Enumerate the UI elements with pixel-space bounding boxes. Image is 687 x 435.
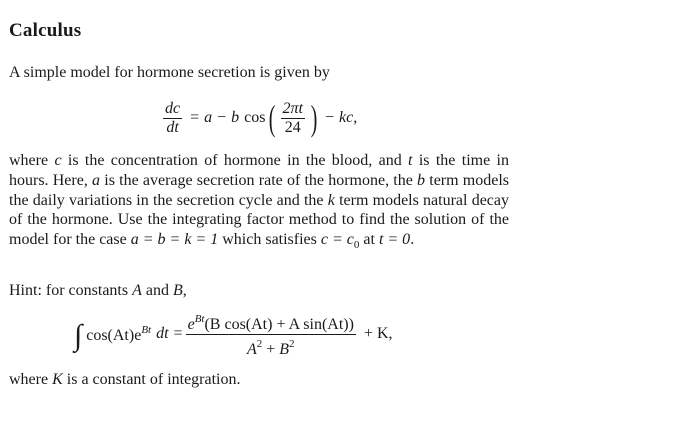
text-run: term models the daily variations in the secretion cycle and the — [9, 171, 509, 209]
exp-power: Bt — [194, 312, 205, 325]
var-K: K — [52, 371, 63, 388]
minus-sign: − — [324, 109, 334, 126]
condition-abk: a = b = k = 1 — [130, 231, 219, 249]
integral-formula — [74, 308, 393, 360]
minus-sign: − — [217, 109, 227, 126]
cos-argument-denominator: 24 — [284, 118, 301, 136]
text-run: where — [9, 152, 55, 169]
integrand-exponent: Bt — [141, 323, 152, 336]
text-run: is the concentration of hormone in the blood, and — [61, 152, 409, 169]
term-b: b — [231, 109, 240, 126]
page-title: Calculus — [9, 20, 82, 41]
intro-paragraph: A simple model for hormone secretion is given by — [9, 64, 330, 81]
text-run: is a constant of integration. — [62, 371, 241, 388]
cos-argument-fraction — [281, 100, 305, 137]
derivative-numerator: dc — [165, 99, 181, 117]
cos-function: cos — [244, 109, 266, 126]
initial-condition: c = c — [320, 231, 354, 249]
text-run: is the time in hours. Here, — [9, 152, 509, 189]
problem-paragraph — [9, 151, 509, 256]
integrand — [86, 324, 151, 345]
result-denominator — [245, 335, 297, 359]
differential: dt — [156, 325, 169, 342]
term-a: a — [204, 109, 213, 126]
result-fraction — [186, 310, 356, 359]
var-k: k — [327, 191, 335, 209]
text-run: . — [410, 231, 415, 249]
square-exponent: 2 — [289, 337, 295, 350]
hint-paragraph — [9, 281, 509, 301]
text-run: , — [182, 282, 187, 299]
text-run: term models natural decay of the hormone. Use the integrating factor method to find the solution of the model for the case — [9, 191, 509, 249]
time-zero: t = 0 — [378, 231, 411, 249]
text-run: is the average secretion rate of the hormone, the — [100, 171, 418, 189]
square-exponent: 2 — [256, 337, 263, 350]
var-t: t — [408, 152, 413, 169]
term-kc: kc, — [339, 109, 358, 126]
equals-sign: = — [190, 109, 200, 126]
right-paren: ) — [310, 98, 318, 138]
var-b: b — [417, 171, 426, 189]
exp-base: e — [187, 315, 195, 333]
cos-argument-numerator: 2πt — [282, 99, 303, 117]
text-run: which satisfies — [218, 231, 321, 249]
left-paren: ( — [268, 98, 275, 138]
plus-sign: + — [262, 340, 280, 358]
integral-sign: ∫ — [74, 319, 83, 352]
var-B: B — [172, 282, 183, 299]
integrand-base: cos(At)e — [86, 326, 142, 344]
derivative-denominator: dt — [166, 118, 179, 136]
text-run: and — [141, 282, 173, 299]
text-run: where — [9, 371, 53, 388]
den-B: B — [279, 340, 290, 358]
numerator-rest: (B cos(At) + A sin(At)) — [204, 315, 354, 333]
var-c: c — [54, 152, 62, 169]
den-A: A — [246, 340, 257, 358]
var-A: A — [132, 282, 142, 299]
text-run: Hint: for constants — [9, 282, 133, 299]
closing-paragraph — [9, 370, 509, 390]
derivative-fraction — [163, 100, 182, 137]
hormone-model-equation — [160, 96, 357, 140]
var-a: a — [92, 171, 101, 189]
subscript-zero: 0 — [353, 239, 360, 252]
equals-sign: = — [173, 325, 183, 342]
constant-term: + K, — [363, 325, 393, 342]
text-run: at — [359, 231, 379, 249]
result-numerator — [186, 310, 356, 334]
